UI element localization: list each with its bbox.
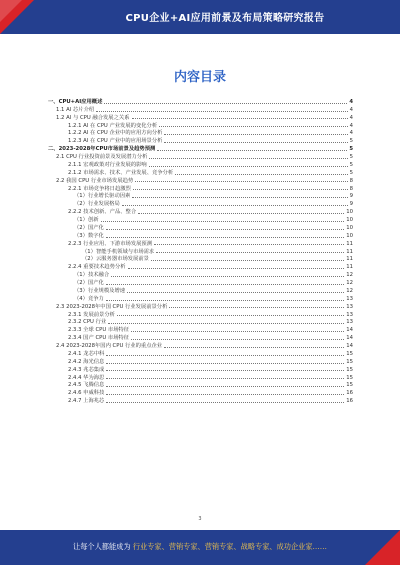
toc-leader-dots bbox=[106, 300, 344, 301]
toc-entry-page: 14 bbox=[346, 335, 353, 342]
report-title: CPU企业+AI应用前景及布局策略研究报告 bbox=[125, 13, 325, 24]
toc-leader-dots bbox=[175, 174, 347, 175]
toc-entry-page: 4 bbox=[349, 98, 353, 105]
toc-entry-label: （1）智能手机领域与市场需求 bbox=[48, 249, 155, 255]
toc-entry-label: 2.4.5 飞腾信息 bbox=[48, 382, 105, 388]
toc-leader-dots bbox=[138, 213, 344, 214]
toc-entry-page: 4 bbox=[349, 122, 353, 129]
toc-leader-dots bbox=[117, 315, 344, 316]
toc-entry[interactable] bbox=[48, 136, 353, 144]
toc-entry-page: 16 bbox=[346, 390, 353, 397]
toc-leader-dots bbox=[106, 402, 344, 403]
toc-leader-dots bbox=[151, 260, 344, 261]
toc-entry-page: 10 bbox=[346, 217, 353, 223]
toc-entry[interactable] bbox=[48, 310, 353, 318]
toc-entry-page: 10 bbox=[346, 232, 353, 239]
toc-entry-label: 2.4 2023-2028年国内 CPU 行业的重点企业 bbox=[48, 343, 163, 349]
toc-entry-page: 14 bbox=[346, 327, 353, 334]
toc-entry[interactable] bbox=[48, 199, 353, 207]
toc-entry-label: （1）行业增长驱动因素 bbox=[48, 193, 131, 199]
table-of-contents bbox=[48, 97, 353, 404]
toc-entry-label: 2.2.1 市场竞争将日趋激烈 bbox=[48, 186, 132, 192]
toc-entry-label: （2）行业发展格局 bbox=[48, 201, 121, 207]
toc-leader-dots bbox=[122, 205, 348, 206]
toc-entry-label: 1.2.2 AI 在 CPU 企业中的应用方向分析 bbox=[48, 130, 163, 136]
toc-entry-page: 11 bbox=[346, 248, 353, 255]
toc-leader-dots bbox=[154, 244, 344, 245]
toc-leader-dots bbox=[135, 181, 347, 182]
toc-leader-dots bbox=[156, 252, 344, 253]
toc-entry[interactable] bbox=[48, 97, 353, 105]
toc-entry-label: 2.4.2 海光信息 bbox=[48, 359, 105, 365]
toc-entry-label: （2）国产化 bbox=[48, 280, 105, 286]
toc-entry[interactable] bbox=[48, 373, 353, 381]
toc-entry-page: 10 bbox=[346, 224, 353, 231]
toc-entry-label: 1.2 AI 与 CPU 融合发展之关系 bbox=[48, 115, 131, 121]
toc-entry-label: 2.4.1 龙芯中科 bbox=[48, 351, 105, 357]
toc-leader-dots bbox=[106, 355, 344, 356]
toc-leader-dots bbox=[164, 134, 347, 135]
toc-entry-page: 10 bbox=[346, 209, 353, 216]
toc-entry-label: 2.1.2 市场需求、技术、产业发展、竞争分析 bbox=[48, 170, 174, 176]
toc-entry-label: 1.2.1 AI 在 CPU 产业发展的变化分析 bbox=[48, 123, 158, 129]
toc-entry-page: 15 bbox=[346, 374, 353, 381]
toc-entry-page: 12 bbox=[346, 272, 353, 279]
toc-entry[interactable] bbox=[48, 223, 353, 231]
toc-leader-dots bbox=[101, 221, 345, 222]
toc-entry[interactable] bbox=[48, 152, 353, 160]
toc-entry-label: 2.4.3 兆芯集成 bbox=[48, 367, 105, 373]
toc-entry-label: 2.4.6 申威科技 bbox=[48, 390, 105, 396]
footer-slogan-prefix: 让每个人都能成为 bbox=[73, 542, 131, 551]
toc-entry-label: 2.3.4 国产 CPU 市场特征 bbox=[48, 335, 130, 341]
toc-entry-page: 15 bbox=[346, 358, 353, 365]
toc-leader-dots bbox=[164, 142, 347, 143]
toc-entry-label: 二、2023-2028年CPU市场前景及趋势预测 bbox=[48, 146, 156, 153]
toc-entry[interactable] bbox=[48, 341, 353, 349]
toc-entry-page: 15 bbox=[346, 350, 353, 357]
toc-entry[interactable] bbox=[48, 302, 353, 310]
toc-entry[interactable] bbox=[48, 129, 353, 137]
toc-entry[interactable] bbox=[48, 294, 353, 302]
report-header bbox=[0, 0, 400, 34]
toc-entry-page: 14 bbox=[346, 343, 353, 349]
toc-entry-page: 5 bbox=[349, 169, 353, 176]
toc-entry[interactable] bbox=[48, 381, 353, 389]
toc-leader-dots bbox=[164, 347, 344, 348]
toc-entry-label: （1）技术融合 bbox=[48, 272, 110, 278]
toc-entry[interactable] bbox=[48, 396, 353, 404]
toc-entry-page: 5 bbox=[349, 138, 353, 145]
toc-entry-page: 5 bbox=[349, 146, 353, 153]
toc-leader-dots bbox=[106, 363, 344, 364]
toc-leader-dots bbox=[96, 111, 347, 112]
toc-entry-page: 13 bbox=[346, 303, 353, 310]
toc-leader-dots bbox=[149, 158, 347, 159]
toc-entry[interactable] bbox=[48, 325, 353, 333]
toc-entry-label: 2.1 CPU 行业投资前景及发展潜力分析 bbox=[48, 154, 148, 160]
toc-entry[interactable] bbox=[48, 365, 353, 373]
toc-entry[interactable] bbox=[48, 239, 353, 247]
toc-entry[interactable] bbox=[48, 388, 353, 396]
toc-leader-dots bbox=[131, 339, 344, 340]
toc-entry[interactable] bbox=[48, 105, 353, 113]
toc-entry[interactable] bbox=[48, 144, 353, 152]
toc-entry[interactable] bbox=[48, 247, 353, 255]
toc-entry-label: 1.2.3 AI 在 CPU 产业中的应用场景分析 bbox=[48, 138, 163, 144]
toc-entry-page: 8 bbox=[349, 185, 353, 192]
toc-entry-label: 1.1 AI 芯片介绍 bbox=[48, 107, 95, 113]
toc-entry-page: 15 bbox=[346, 382, 353, 389]
footer-slogan-highlight: 行业专家、营销专家、营销专家、战略专家、成功企业家…… bbox=[132, 542, 327, 551]
toc-leader-dots bbox=[106, 237, 344, 238]
toc-leader-dots bbox=[133, 189, 348, 190]
toc-leader-dots bbox=[127, 292, 344, 293]
toc-entry-label: （4）竞争力 bbox=[48, 296, 105, 302]
report-footer bbox=[0, 530, 400, 565]
toc-entry-page: 5 bbox=[349, 161, 353, 168]
toc-heading: 内容目录 bbox=[173, 70, 226, 85]
toc-leader-dots bbox=[106, 386, 344, 387]
toc-entry[interactable] bbox=[48, 168, 353, 176]
toc-entry-page: 16 bbox=[346, 398, 353, 405]
toc-entry[interactable] bbox=[48, 207, 353, 215]
toc-entry[interactable] bbox=[48, 349, 353, 357]
toc-leader-dots bbox=[149, 166, 348, 167]
toc-entry-label: 2.4.4 华为海思 bbox=[48, 375, 105, 381]
toc-entry-page: 11 bbox=[346, 264, 353, 271]
toc-entry-label: （3）行业规模及增速 bbox=[48, 288, 126, 294]
toc-leader-dots bbox=[157, 150, 347, 151]
toc-entry-label: 2.3.3 全球 CPU 市场特征 bbox=[48, 327, 130, 333]
toc-entry-label: 2.2.4 重要技术趋势分析 bbox=[48, 264, 127, 270]
toc-leader-dots bbox=[132, 118, 348, 119]
toc-entry-label: 2.3.1 发展前景分析 bbox=[48, 312, 116, 318]
toc-entry-label: 一、CPU+AI应用概述 bbox=[48, 98, 103, 105]
toc-leader-dots bbox=[159, 126, 347, 127]
toc-entry-page: 8 bbox=[349, 177, 353, 184]
toc-entry[interactable] bbox=[48, 231, 353, 239]
toc-leader-dots bbox=[106, 378, 344, 379]
toc-leader-dots bbox=[132, 197, 347, 198]
toc-entry[interactable] bbox=[48, 262, 353, 270]
toc-entry[interactable] bbox=[48, 184, 353, 192]
toc-leader-dots bbox=[106, 394, 344, 395]
toc-entry[interactable] bbox=[48, 255, 353, 263]
toc-entry-page: 4 bbox=[349, 114, 353, 121]
toc-entry-label: （1）创新 bbox=[48, 217, 100, 223]
toc-entry[interactable] bbox=[48, 160, 353, 168]
toc-entry-label: 2.2 我国 CPU 行业市场发展趋势 bbox=[48, 178, 134, 184]
toc-entry-page: 4 bbox=[349, 130, 353, 137]
toc-entry-page: 5 bbox=[349, 154, 353, 160]
header-corner-highlight bbox=[0, 0, 22, 22]
toc-entry-page: 13 bbox=[346, 295, 353, 302]
toc-entry[interactable] bbox=[48, 278, 353, 286]
toc-entry[interactable] bbox=[48, 270, 353, 278]
toc-entry-page: 12 bbox=[346, 280, 353, 286]
toc-entry[interactable] bbox=[48, 333, 353, 341]
toc-entry[interactable] bbox=[48, 215, 353, 223]
toc-entry[interactable] bbox=[48, 192, 353, 200]
toc-leader-dots bbox=[104, 103, 347, 104]
toc-leader-dots bbox=[108, 323, 344, 324]
toc-entry-label: 2.2.2 技术创新、产品、整合 bbox=[48, 209, 137, 215]
toc-entry-page: 15 bbox=[346, 366, 353, 373]
toc-entry-label: 2.4.7 上海兆芯 bbox=[48, 398, 105, 404]
toc-entry-page: 9 bbox=[349, 193, 353, 200]
toc-leader-dots bbox=[128, 268, 345, 269]
toc-entry-page: 4 bbox=[349, 106, 353, 113]
toc-leader-dots bbox=[106, 370, 344, 371]
toc-entry-label: 2.2.3 行业应用、下游市场发展预测 bbox=[48, 241, 153, 247]
toc-leader-dots bbox=[106, 229, 344, 230]
toc-entry-label: 2.1.1 宏观政策对行业发展的影响 bbox=[48, 162, 148, 168]
toc-entry-page: 11 bbox=[346, 240, 353, 247]
toc-entry-page: 13 bbox=[346, 311, 353, 318]
page-number: 3 bbox=[198, 516, 202, 522]
toc-entry-label: 2.3.2 CPU 行业 bbox=[48, 319, 107, 325]
toc-leader-dots bbox=[111, 276, 344, 277]
toc-entry-page: 9 bbox=[349, 201, 353, 208]
toc-entry-page: 11 bbox=[346, 256, 353, 263]
toc-entry-label: （2）国产化 bbox=[48, 225, 105, 231]
toc-leader-dots bbox=[106, 284, 344, 285]
toc-entry-label: （3）数字化 bbox=[48, 233, 105, 239]
toc-entry[interactable] bbox=[48, 113, 353, 121]
toc-entry[interactable] bbox=[48, 357, 353, 365]
toc-entry-page: 13 bbox=[346, 319, 353, 326]
toc-entry[interactable] bbox=[48, 121, 353, 129]
toc-entry[interactable] bbox=[48, 176, 353, 184]
toc-entry-label: （2）云服务器市场发展前景 bbox=[48, 256, 150, 262]
toc-entry[interactable] bbox=[48, 318, 353, 326]
toc-entry[interactable] bbox=[48, 286, 353, 294]
toc-leader-dots bbox=[169, 307, 344, 308]
toc-entry-page: 12 bbox=[346, 287, 353, 294]
toc-entry-label: 2.3 2023-2028年中国 CPU 行业发展前景分析 bbox=[48, 304, 168, 310]
toc-leader-dots bbox=[131, 331, 344, 332]
footer-slogan bbox=[0, 542, 400, 552]
